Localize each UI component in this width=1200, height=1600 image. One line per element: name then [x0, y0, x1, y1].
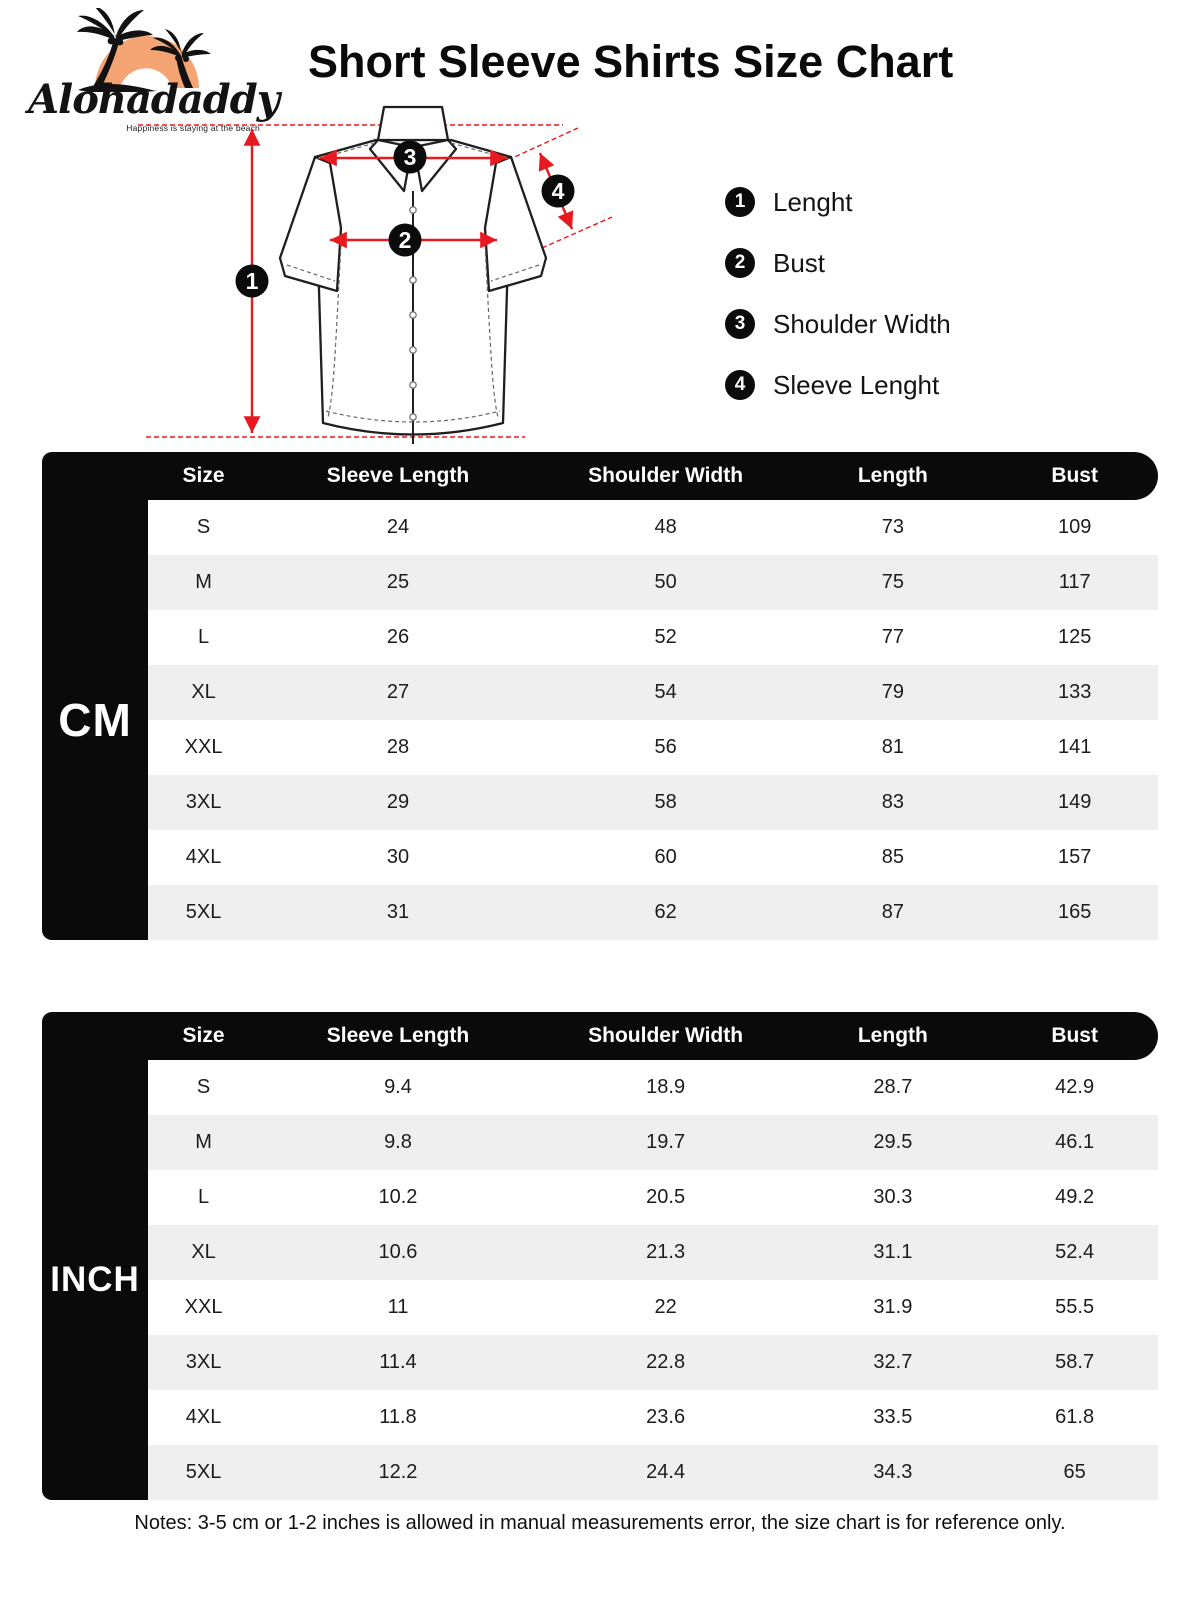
- cell-bust: 65: [1063, 1461, 1086, 1483]
- cell-shoulder-width: 50: [654, 571, 677, 593]
- collar-band: [378, 107, 448, 140]
- cell-size: XXL: [184, 736, 223, 758]
- cell-sleeve-length: 30: [386, 846, 410, 868]
- cell-sleeve-length: 24: [386, 516, 410, 538]
- legend-badge-3: 3: [725, 309, 755, 339]
- header-length: Length: [857, 464, 928, 487]
- header-shoulder-width: Shoulder Width: [588, 1024, 744, 1047]
- legend-badge-1: 1: [725, 187, 755, 217]
- brand-tagline: Happiness is staying at the beach: [126, 123, 260, 133]
- cell-sleeve-length: 12.2: [378, 1461, 418, 1483]
- cell-sleeve-length: 10.2: [378, 1186, 418, 1208]
- cell-shoulder-width: 22.8: [646, 1351, 686, 1373]
- table-row: [148, 1335, 1158, 1390]
- svg-text:2: 2: [398, 227, 412, 253]
- legend-item-bust: [725, 248, 951, 278]
- cell-sleeve-length: 31: [386, 901, 410, 923]
- legend-item-shoulder-width: [725, 309, 951, 339]
- cell-shoulder-width: 58: [654, 791, 677, 813]
- table-row: [148, 1060, 1158, 1115]
- cell-size: 4XL: [185, 1406, 222, 1428]
- cell-shoulder-width: 62: [654, 901, 677, 923]
- cell-size: XL: [191, 681, 216, 703]
- cell-bust: 157: [1057, 846, 1092, 868]
- page-title: Short Sleeve Shirts Size Chart: [308, 36, 954, 87]
- cell-length: 73: [881, 516, 904, 538]
- cell-bust: 49.2: [1055, 1186, 1095, 1208]
- cm-table-header-row: [42, 452, 1158, 500]
- cell-sleeve-length: 11.4: [379, 1351, 417, 1373]
- inch-size-table: [42, 1012, 1158, 1500]
- cell-shoulder-width: 23.6: [646, 1406, 686, 1428]
- cell-sleeve-length: 11: [387, 1296, 409, 1318]
- cell-size: 5XL: [185, 1461, 222, 1483]
- cell-bust: 58.7: [1055, 1351, 1095, 1373]
- cell-length: 29.5: [873, 1131, 913, 1153]
- cell-bust: 141: [1057, 736, 1092, 758]
- cell-shoulder-width: 21.3: [646, 1241, 686, 1263]
- cell-bust: 133: [1057, 681, 1092, 703]
- table-row: [148, 885, 1158, 940]
- header-bust: Bust: [1051, 464, 1098, 487]
- cell-size: S: [196, 516, 211, 538]
- cell-shoulder-width: 48: [654, 516, 677, 538]
- cell-length: 31.9: [873, 1296, 913, 1318]
- cell-length: 81: [881, 736, 904, 758]
- unit-label-inch: INCH: [42, 1060, 148, 1500]
- cell-sleeve-length: 9.8: [384, 1131, 412, 1153]
- header-shoulder-width: Shoulder Width: [588, 464, 744, 487]
- diagram-badge-4: [542, 175, 575, 208]
- cell-length: 75: [881, 571, 904, 593]
- diagram-badge-2: [389, 224, 422, 257]
- header-sleeve-length: Sleeve Length: [326, 1024, 470, 1047]
- table-row: [148, 1445, 1158, 1500]
- header-length: Length: [857, 1024, 928, 1047]
- measurement-legend: [725, 187, 951, 431]
- cell-sleeve-length: 10.6: [378, 1241, 418, 1263]
- table-row: [148, 720, 1158, 775]
- cell-bust: 109: [1057, 516, 1092, 538]
- table-row: [148, 610, 1158, 665]
- cell-size: 4XL: [185, 846, 222, 868]
- diagram-badge-1: [236, 265, 269, 298]
- cell-length: 87: [881, 901, 904, 923]
- table-row: [148, 555, 1158, 610]
- header-size: Size: [182, 1024, 225, 1047]
- cell-size: 3XL: [185, 1351, 222, 1373]
- cell-bust: 55.5: [1055, 1296, 1095, 1318]
- table-row: [148, 1225, 1158, 1280]
- legend-item-sleeve-length: [725, 370, 951, 400]
- table-row: [148, 1170, 1158, 1225]
- cell-size: 5XL: [185, 901, 222, 923]
- header-size: Size: [182, 464, 225, 487]
- cell-length: 83: [881, 791, 904, 813]
- cell-length: 30.3: [873, 1186, 913, 1208]
- sleeve-upper-guide-dashed-line: [508, 128, 578, 160]
- inch-table-rows: [148, 1060, 1158, 1500]
- cell-shoulder-width: 60: [654, 846, 677, 868]
- cell-size: XL: [191, 1241, 216, 1263]
- cell-bust: 61.8: [1055, 1406, 1095, 1428]
- cell-bust: 42.9: [1055, 1076, 1095, 1098]
- cell-bust: 46.1: [1055, 1131, 1095, 1153]
- table-row: [148, 500, 1158, 555]
- cell-sleeve-length: 25: [386, 571, 410, 593]
- cell-length: 28.7: [873, 1076, 913, 1098]
- cell-shoulder-width: 22: [654, 1296, 677, 1318]
- legend-label-bust: Bust: [773, 247, 826, 278]
- cell-sleeve-length: 28: [386, 736, 410, 758]
- legend-label-length: Lenght: [773, 186, 853, 217]
- cell-shoulder-width: 54: [654, 681, 677, 703]
- cell-size: M: [195, 1131, 212, 1153]
- cell-sleeve-length: 9.4: [384, 1076, 412, 1098]
- shirt-measurement-diagram: [120, 95, 620, 450]
- legend-label-sleeve-length: Sleeve Lenght: [773, 369, 940, 400]
- inch-table-header-row: [42, 1012, 1158, 1060]
- unit-label-cm: CM: [42, 500, 148, 940]
- svg-text:1: 1: [245, 268, 259, 294]
- cm-table-rows: [148, 500, 1158, 940]
- cell-bust: 125: [1057, 626, 1092, 648]
- cell-bust: 52.4: [1055, 1241, 1095, 1263]
- header-bust: Bust: [1051, 1024, 1098, 1047]
- cell-sleeve-length: 27: [386, 681, 410, 703]
- cell-shoulder-width: 19.7: [646, 1131, 686, 1153]
- table-row: [148, 1280, 1158, 1335]
- cell-shoulder-width: 18.9: [646, 1076, 686, 1098]
- cell-length: 77: [881, 626, 904, 648]
- cell-length: 33.5: [873, 1406, 913, 1428]
- cell-sleeve-length: 29: [386, 791, 410, 813]
- cell-length: 85: [881, 846, 904, 868]
- shirt-right-sleeve: [485, 157, 546, 291]
- cell-shoulder-width: 56: [654, 736, 677, 758]
- cell-length: 31.1: [873, 1241, 913, 1263]
- brand-name: Alohadaddy: [28, 76, 279, 123]
- table-row: [148, 1390, 1158, 1445]
- shirt-left-sleeve: [280, 157, 341, 291]
- cm-size-table: [42, 452, 1158, 940]
- cell-size: L: [197, 626, 210, 648]
- cell-size: L: [197, 1186, 210, 1208]
- cell-length: 79: [881, 681, 904, 703]
- svg-text:4: 4: [551, 178, 565, 204]
- svg-text:3: 3: [403, 144, 417, 170]
- table-row: [148, 1115, 1158, 1170]
- cell-shoulder-width: 24.4: [646, 1461, 686, 1483]
- cell-sleeve-length: 26: [386, 626, 410, 648]
- cell-size: M: [195, 571, 212, 593]
- table-row: [148, 830, 1158, 885]
- legend-item-length: [725, 187, 951, 217]
- cell-bust: 165: [1057, 901, 1092, 923]
- cell-length: 32.7: [873, 1351, 913, 1373]
- cell-shoulder-width: 52: [654, 626, 677, 648]
- sleeve-lower-guide-dashed-line: [542, 217, 612, 248]
- cell-size: S: [196, 1076, 211, 1098]
- table-row: [148, 665, 1158, 720]
- cell-size: 3XL: [185, 791, 222, 813]
- header-sleeve-length: Sleeve Length: [326, 464, 470, 487]
- table-row: [148, 775, 1158, 830]
- legend-label-shoulder-width: Shoulder Width: [773, 308, 951, 339]
- cell-size: XXL: [184, 1296, 223, 1318]
- cell-shoulder-width: 20.5: [646, 1186, 686, 1208]
- legend-badge-2: 2: [725, 248, 755, 278]
- cell-length: 34.3: [873, 1461, 913, 1483]
- diagram-badge-3: [394, 141, 427, 174]
- cell-bust: 117: [1058, 571, 1091, 593]
- cell-sleeve-length: 11.8: [379, 1406, 417, 1428]
- cell-bust: 149: [1057, 791, 1092, 813]
- notes-text: Notes: 3-5 cm or 1-2 inches is allowed in manual measurements error, the size chart is for reference only.: [134, 1512, 1066, 1534]
- legend-badge-4: 4: [725, 370, 755, 400]
